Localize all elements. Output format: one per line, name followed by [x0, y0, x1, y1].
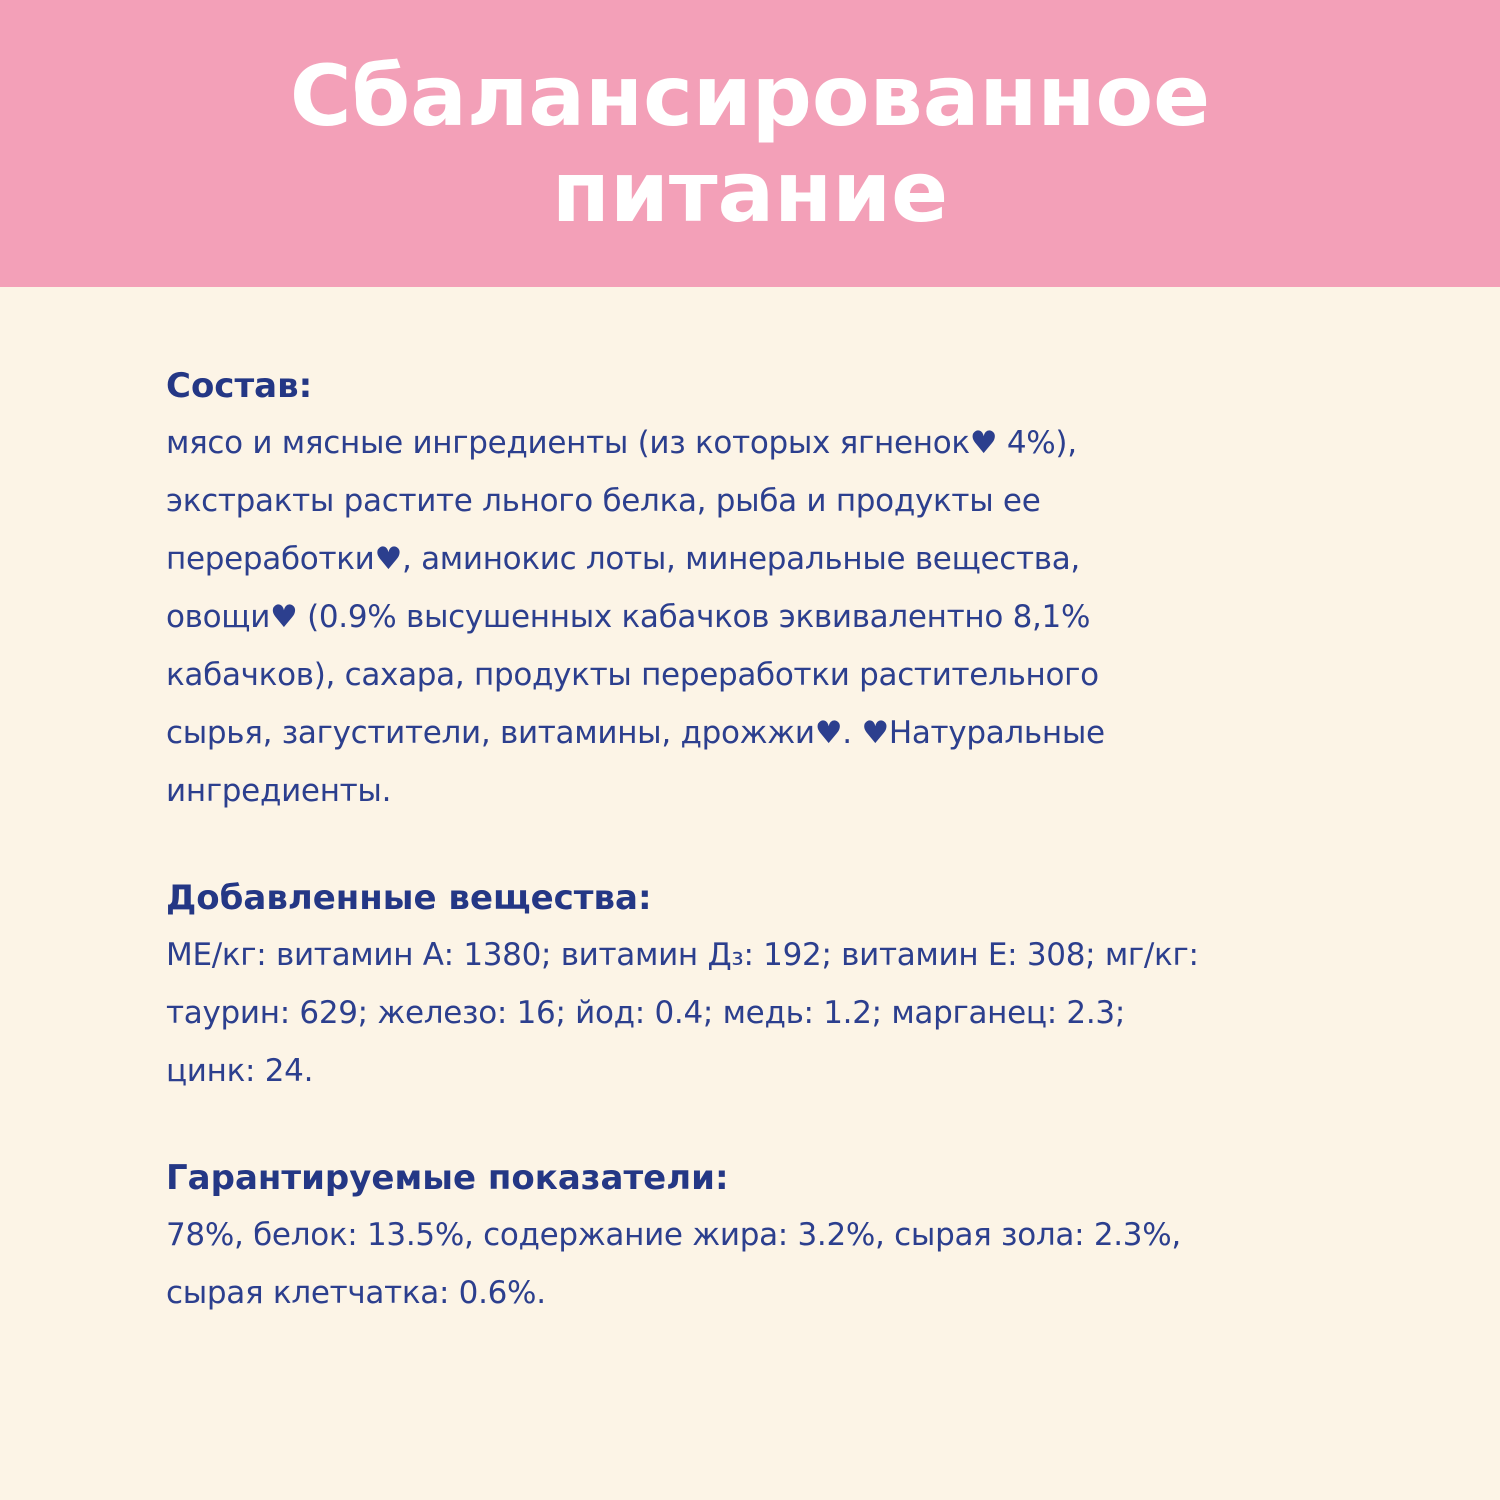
- page-title-line-1: Сбалансированное: [289, 46, 1211, 145]
- page-title-line-2: питание: [551, 142, 949, 241]
- guaranteed-heading: Гарантируемые показатели:: [166, 1158, 729, 1198]
- guaranteed-section: [166, 1150, 1366, 1322]
- page-title: [290, 48, 1210, 240]
- additives-section: [166, 870, 1366, 1100]
- composition-heading: Состав:: [166, 366, 313, 406]
- title-banner: [0, 0, 1500, 287]
- composition-text: мясо и мясные ингредиенты (из которых ягненок♥ 4%), экстракты растите льного белка, рыба и продукты ее переработки♥, аминокис лоты, минеральные вещества, овощи♥ (0.9% высушенных кабачков эквивалентно 8,1% кабачков), сахара, продукты переработки растительного сырья, загустители, витамины, дрожжи♥. ♥Натуральные ингредиенты.: [166, 425, 1105, 809]
- guaranteed-text: 78%, белок: 13.5%, содержание жира: 3.2%, сырая зола: 2.3%, сырая клетчатка: 0.6%.: [166, 1217, 1181, 1311]
- composition-section: [166, 358, 1366, 820]
- info-content: [166, 358, 1366, 1372]
- additives-text: МЕ/кг: витамин А: 1380; витамин Д₃: 192; витамин Е: 308; мг/кг: таурин: 629; железо: 16; йод: 0.4; медь: 1.2; марганец: 2.3; цинк: 24.: [166, 937, 1199, 1089]
- additives-heading: Добавленные вещества:: [166, 878, 652, 918]
